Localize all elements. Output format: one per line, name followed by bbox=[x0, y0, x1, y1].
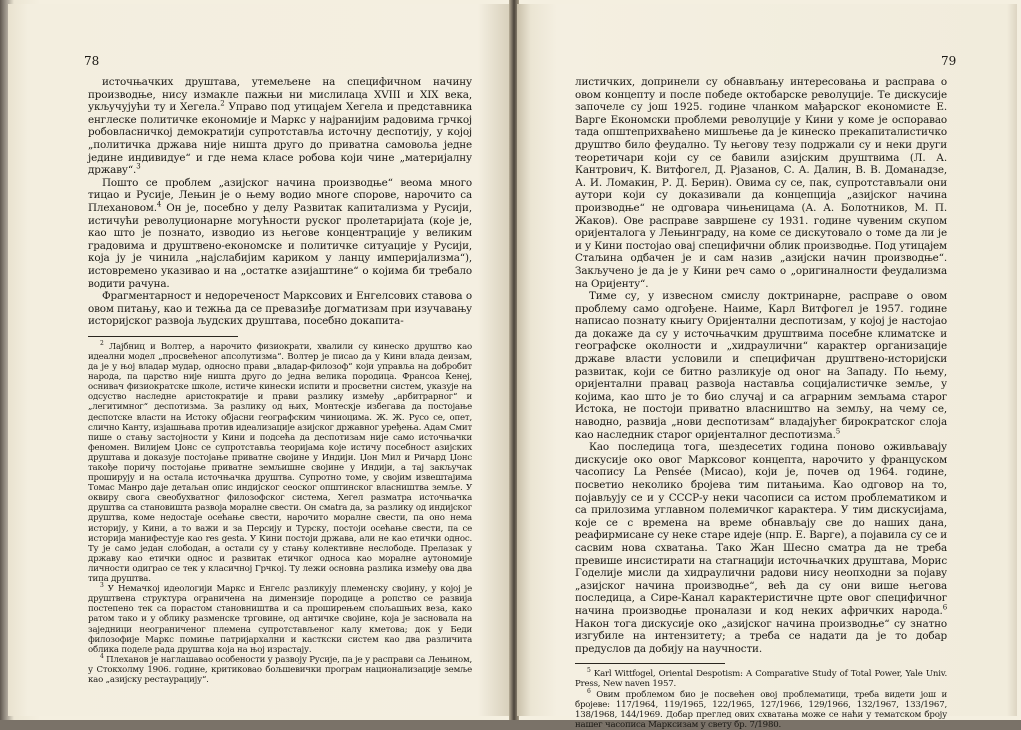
footnotes bbox=[88, 342, 472, 685]
footnote-divider bbox=[575, 663, 725, 664]
left-page bbox=[8, 4, 511, 716]
paragraph: Пошто се проблем „азијског начина производње“ веома много тицао и Русије, Лењин је о њему водио многе спорове, нарочито са Плехановом.$^4$ Он је, посебно у делу Развитак капитализма у Русији, истичући револуционарне могућности руског пролетаријата (које је, као што је познато, изводио из његове концентрације у великим градовима и друштвено-економске и политичке ситуације у Русији, која ју је чинила „најслабијим кариком у ланцу империјализма“), истовремено указивао и на „остатке азијаштине“ о којима би требало водити рачуна. bbox=[88, 176, 472, 290]
left-body bbox=[88, 76, 472, 685]
page-number: 79 bbox=[941, 54, 957, 68]
paragraph: источњачких друштава, утемељене на специфичном начину производње, нису измакле пажњи ни мислилаца XVIII и XIX века, укључујући ту и Хегела.$^2$ Управо под утицајем Хегела и представника енглеске политичке економије и Маркс у најранијим радовима грчкој робовласничкој демократији супротставља источну деспотију, у којој „политичка држава није ништа друго до приватна самовоља једне једине индивидуе“ и где нема класе робова који чине „материјалну државу“.$^3$ bbox=[88, 76, 472, 177]
footnote: $^3$ У Немачкој идеологији Маркс и Енгелс разликују племенску својину, у којој је друштвена структура ограничена на димензије породице а ропство се развија постепено тек са порастом становништва и са проширењем спољашњих веза, како ратом тако и у облику разменске трговине, од античке својине, која је засновала на заједници неограниченог племена супротстављеног калу кметова; док у Беди филозофије Маркс помиње патријархални и касткски систем као два различита облика поделе рада друштва која на њој израстају. bbox=[88, 582, 472, 655]
footnote: $^4$ Плеханов је наглашавао особености у развоју Русије, па је у расправи са Лењином, у Стокхолму 1906. године, критиковао бољшевички програм национализације земље као „азијску рестаурацију“. bbox=[88, 652, 472, 685]
right-body bbox=[575, 76, 947, 730]
page-number: 78 bbox=[84, 54, 100, 68]
paragraph: Тиме су, у извесном смислу доктринарне, расправе о овом проблему само одгођене. Наиме, Карл Витфогел је 1957. године написао познату књигу Оријентални деспотизам, у којој је настојао да докаже да су у источњачким друштвима посебне климатске и географске околности и „хидраулични“ карактер организације државе власти условили и специфичан друштвено-историјски развитак, који се битно разликује од оног на Западу. По њему, оријентални правац развоја наставља социјалистичке земље, у којима, као што је то био случај и са аграрним земљама старог Истока, не постоји приватно власништво на земљу, на чему се, наводно, развија „нови деспотизам“ владајућег бирократског слоја као наследник старог оријенталног деспотизма.$^5$ bbox=[575, 290, 947, 441]
footnotes bbox=[575, 669, 947, 730]
footnote: $^6$ Овим проблемом био је посвећен овој проблематици, треба видети још и бројеве: 117/1964, 119/1965, 122/1965, 127/1966, 129/1966, 132/1967, 133/1967, 138/1968, 144/1969. Добар преглед ових схватања може се наћи у тематском броју нашег часописа Марксизам у свету бр. 7/1980. bbox=[575, 687, 947, 730]
right-page bbox=[517, 4, 1017, 730]
paragraph: Као последица тога, шездесетих година поново оживљавају дискусије око овог Марксовог концепта, нарочито у француском часопису La Pensée (Мисао), који је, почев од 1964. године, посветио неколико бројева тим питањима. Као одговор на то, појављују се и у СССР-у неки часописи са истом проблематиком и са прилозима углавном полемичког карактера. У тим дискусијама, које се с времена на време обнављају све до наших дана, реафирмисане су неке старе идеје (нпр. Е. Варге), а појавила су се и сасвим нова схватања. Тако Жан Шесно сматра да не треба превише инсистирати на стагнацији источњачких друштава, Морис Годелије мисли да хидраулични радови нису неопходни за појаву „азијског начина производње“, већ да су они више његова последица, а Сире-Канал карактеристичне црте овог специфичног начина производње проналази и код неких афричких народа.$^6$ Након тога дискусије око „азијског начина производње“ су знатно изгубиле на интензитету; а треба се надати да је то добар предуслов да добију на научности. bbox=[575, 441, 947, 655]
paragraph: Фрагментарност и недореченост Марксових и Енгелсових ставова о овом питању, као и тежња да се превазиђе догматизам при изучавању историјског развоја људских друштава, посебно докапита- bbox=[88, 290, 472, 328]
footnote: $^2$ Лајбниц и Волтер, а нарочито физиократи, хвалили су кинеско друштво као идеални модел „просвећеног апсолутизма“. Волтер је писао да у Кини влада деизам, да је у њој владар мудар, односно прави „владар-филозоф“ који управља на добробит народа, па царство није ништа друго до једна велика породица. Франсоа Кенеј, оснивач физиократске школе, истиче кинески испити и просветни систем, указује на одсуство наследне аристократије и прави разлику између „арбитрарног“ и „легитимног“ деспотизма. За разлику од њих, Монтескје избегава да постојање деспотске власти на Истоку објасни географским чиниоцима. Ж. Ж. Русо се, опет, слично Канту, изјашњава против идеализације азијског државног уређења. Адам Смит пише о стању застојности у Кини и подсећа да деспотизам није само источњачки феномен. Вилијем Џонс се супротставља теоријама које истичу посебност азијских друштава и доказује постојање приватне својине у Индији. Џон Мил и Ричард Џонс такође поричу постојање приватне земљишне својине у Индији, а тај закључак проширују и на остала источњачка друштва. Супротно томе, у својим извештајима Томас Манро даје детаљан опис индијског сеоског општинског власништва земље. У оквиру свога свеобухватног филозофског система, Хегел разматра источњачка друштва са становишта развоја моралне свести. Он смаtra да, за разлику од индијског друштва, коме недостаје осећање свести, нарочито моралне свести, па оно нема историју, у Кини, а то важи и за Персију и Турску, постоји осећање свести, па се историја манифестује као res gesta. У Кини постоји држава, али не као етички однос. Ту је само један слободан, а остали су у стању колективне неслободе. Прелазак у државу као етички однос и развитак етичког односа као моралне аутономије личности одиграо се тек у класичној Грчкој. Ту лежи основна разлика између ова два типа друштва. bbox=[88, 340, 472, 585]
paragraph: листичких, допринели су обнављању интересовања и расправа о овом концепту и после победе октобарске револуције. Те дискусије започеле су још 1925. године чланком мађарског економисте Е. Варге Економски проблеми револуције у Кини у коме је оспоравао тада општеприхваћено мишљење да је кинеско прекапиталистичко друштво било феудално. Ту његову тезу подржали су и неки други теоретичари који су се бавили азијским друштвима (Л. А. Кантрович, К. Витфогел, Д. Рјазанов, С. А. Далин, В. В. Доманадзе, А. И. Ломакин, Р. Д. Берин). Овима су се, пак, супротстављали они аутори који су доказивали да концепција „азијског начина производње“ не одговара чињеницама (А. А. Болотников, М. П. Жаков). Ове расправе завршене су 1931. године чувеним скупом оријенталога у Лењинграду, на коме се дискутовало о томе да ли је и у Кини постојао овај специфични облик производње. Под утицајем Стаљина одбачен је и сам назив „азијски начин производње“. Закључено је да је у Кини реч само о „оригиналности феудализма на Оријенту“. bbox=[575, 76, 947, 290]
footnote: $^5$ Karl Wittfogel, Oriental Despotism: A Comparative Study of Total Power, Yale Univ. Press, New naven 1957. bbox=[575, 667, 947, 690]
footnote-divider bbox=[88, 336, 238, 337]
